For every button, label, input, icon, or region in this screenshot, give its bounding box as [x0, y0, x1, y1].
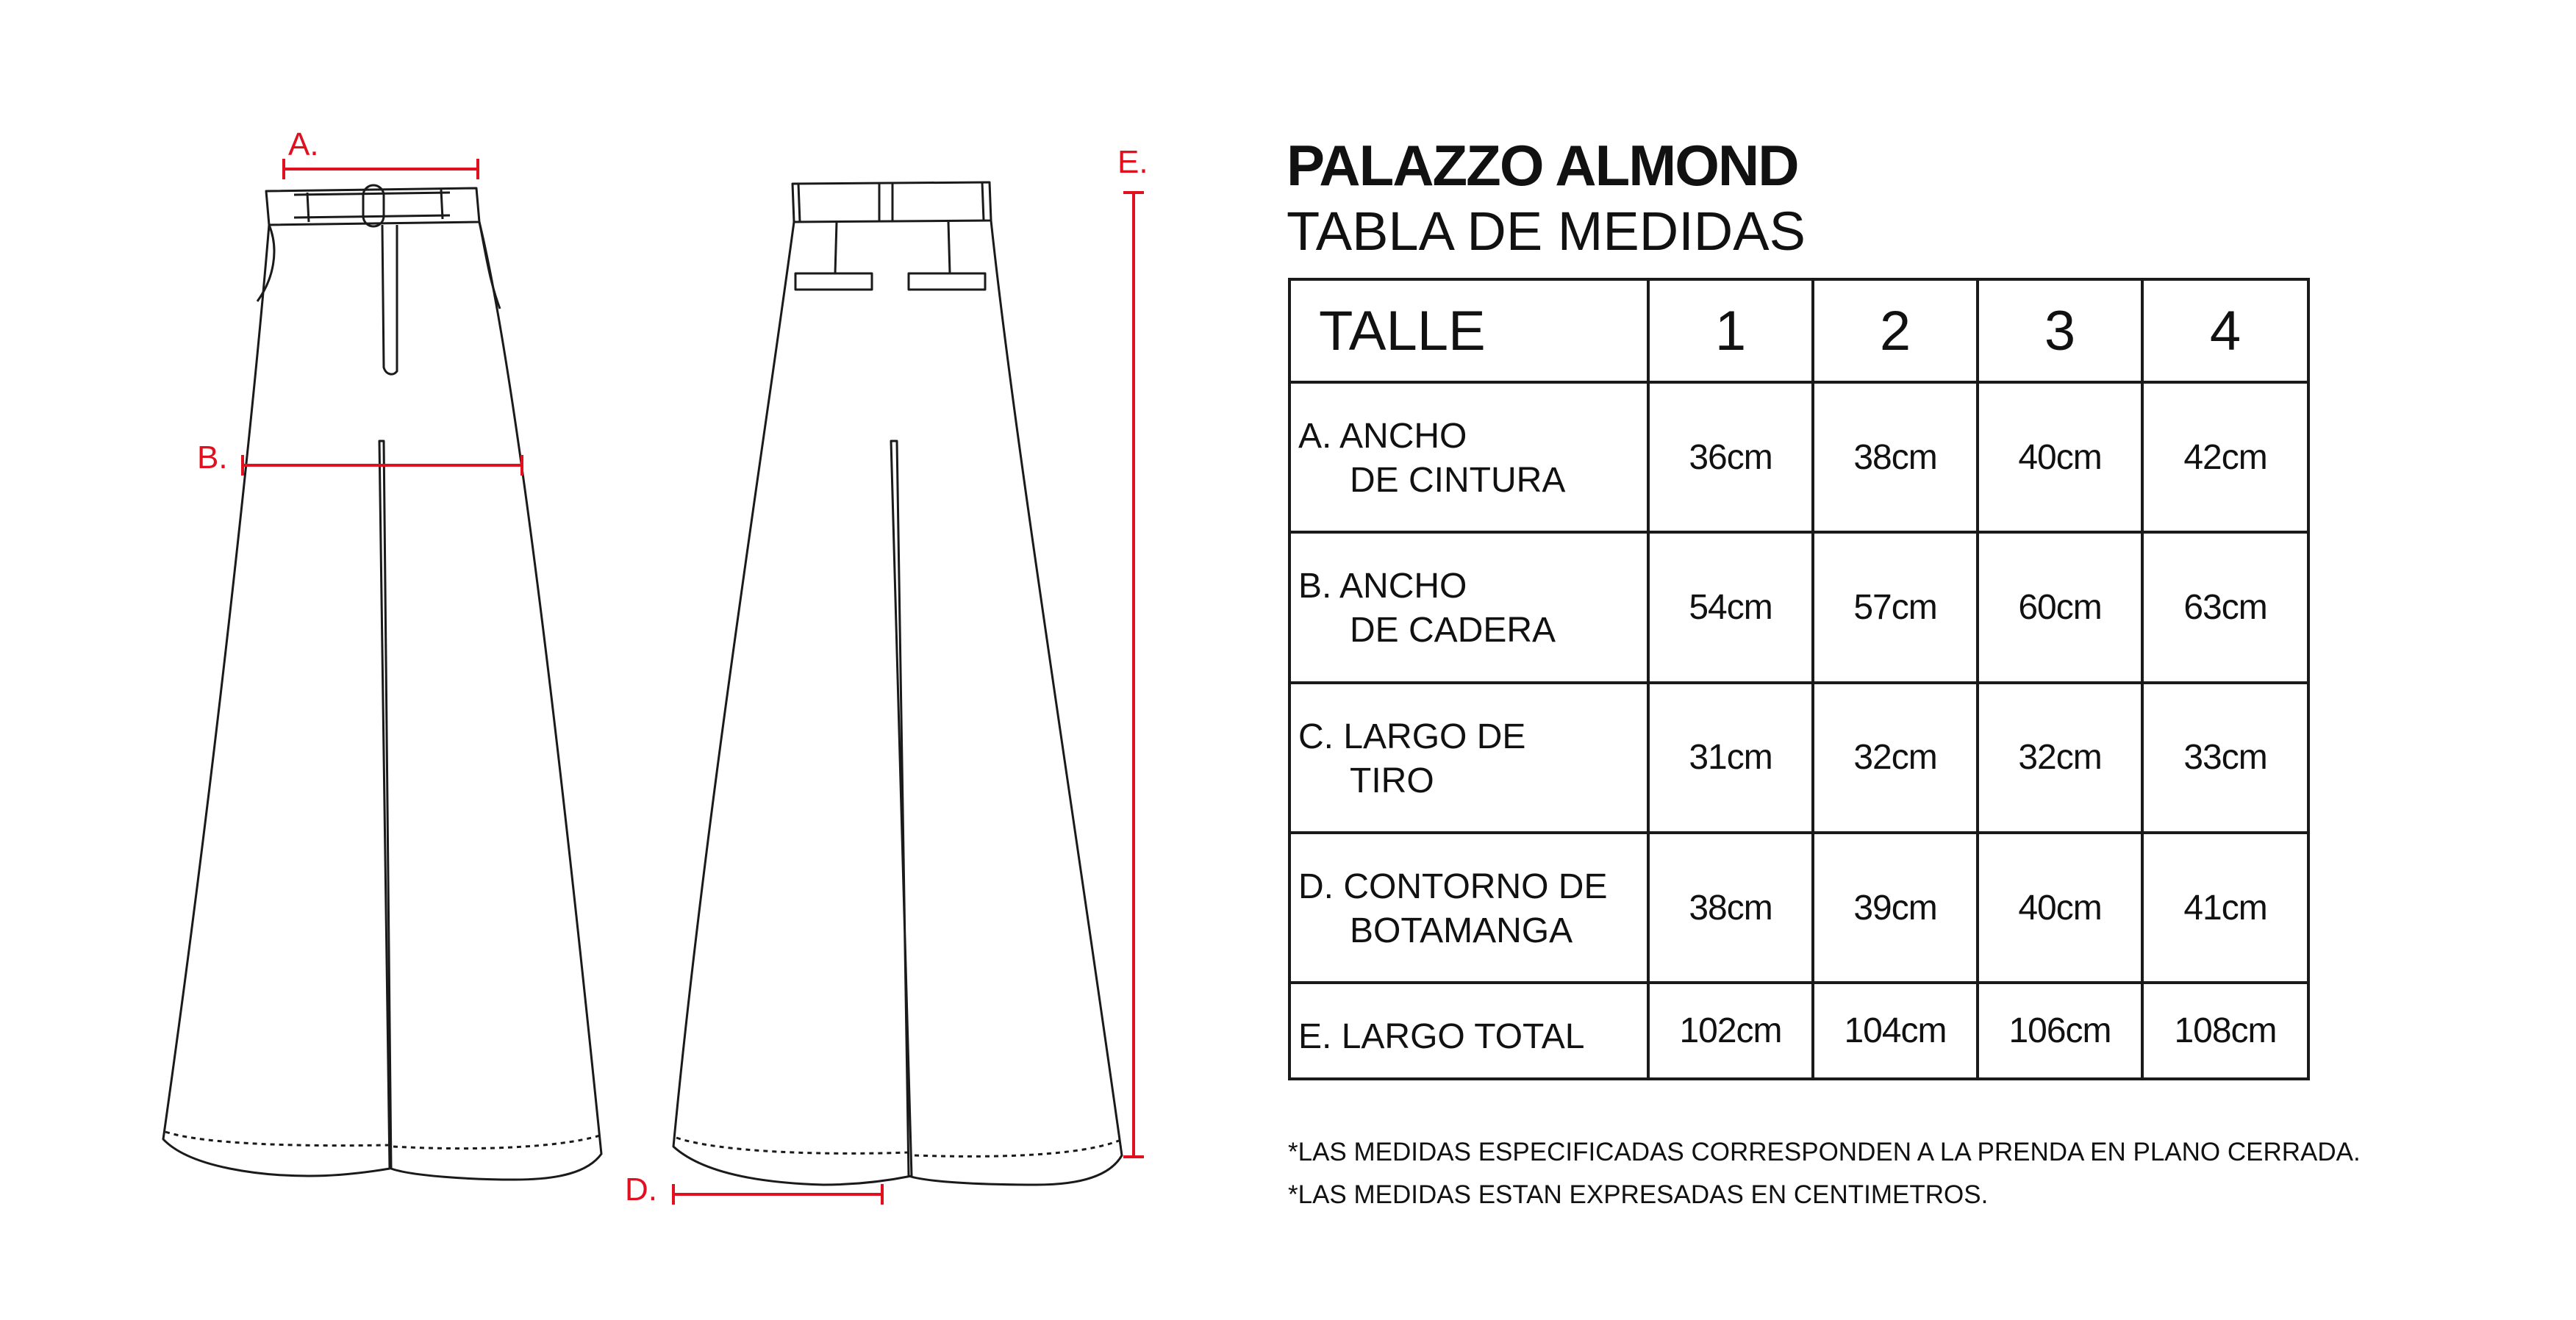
front-belt [294, 193, 450, 218]
measurement-lines [243, 159, 1144, 1205]
table-cell: 32cm [1813, 683, 1978, 833]
measure-line1: B. ANCHO [1298, 567, 1467, 606]
measure-line2: DE CINTURA [1350, 461, 1566, 500]
measure-name [1289, 683, 1648, 833]
header-size-2: 2 [1813, 279, 1978, 382]
pants-back-view [673, 182, 1122, 1185]
table-header-row [1289, 279, 2308, 382]
header-size-1: 1 [1648, 279, 1813, 382]
table-cell: 33cm [2142, 683, 2308, 833]
table-cell: 38cm [1813, 382, 1978, 532]
table-cell: 41cm [2142, 833, 2308, 983]
table-cell: 40cm [1978, 382, 2142, 532]
table-cell: 54cm [1648, 532, 1813, 682]
footnote-flat-garment: *LAS MEDIDAS ESPECIFICADAS CORRESPONDEN A LA PRENDA EN PLANO CERRADA. [1288, 1138, 2361, 1166]
measure-name [1289, 983, 1648, 1079]
table-cell: 57cm [1813, 532, 1978, 682]
measure-name [1289, 382, 1648, 532]
table-row [1289, 683, 2308, 833]
front-fly [382, 225, 397, 374]
table-cell: 63cm [2142, 532, 2308, 682]
table-row [1289, 382, 2308, 532]
table-row [1289, 983, 2308, 1079]
header-talle: TALLE [1289, 279, 1648, 382]
label-a: A. [288, 126, 319, 162]
label-d: D. [625, 1172, 657, 1208]
front-outline [163, 222, 601, 1180]
table-row [1289, 833, 2308, 983]
table-cell: 104cm [1813, 983, 1978, 1079]
belt-buckle [363, 185, 384, 226]
table-cell: 42cm [2142, 382, 2308, 532]
product-title: PALAZZO ALMOND [1287, 133, 1798, 198]
table-cell: 108cm [2142, 983, 2308, 1079]
label-b: B. [197, 440, 228, 476]
measure-name [1289, 833, 1648, 983]
back-outline [673, 220, 1122, 1185]
table-subtitle: TABLA DE MEDIDAS [1287, 201, 1806, 262]
table-cell: 40cm [1978, 833, 2142, 983]
back-pocket-left [795, 222, 872, 290]
measure-line2: BOTAMANGA [1350, 911, 1573, 951]
measure-line2: DE CADERA [1350, 611, 1556, 650]
label-e: E. [1117, 144, 1148, 180]
table-row [1289, 532, 2308, 682]
table-cell: 106cm [1978, 983, 2142, 1079]
footnote-units: *LAS MEDIDAS ESTAN EXPRESADAS EN CENTIMETROS. [1288, 1180, 1989, 1209]
measure-line1: E. LARGO TOTAL [1298, 1017, 1585, 1057]
table-cell: 31cm [1648, 683, 1813, 833]
pants-technical-drawing [0, 0, 1264, 1320]
measure-line2: TIRO [1350, 761, 1434, 800]
measure-line1: A. ANCHO [1298, 417, 1467, 456]
header-size-3: 3 [1978, 279, 2142, 382]
table-cell: 38cm [1648, 833, 1813, 983]
table-cell: 39cm [1813, 833, 1978, 983]
measure-line1: D. CONTORNO DE [1298, 867, 1608, 907]
table-cell: 102cm [1648, 983, 1813, 1079]
table-cell: 36cm [1648, 382, 1813, 532]
pants-front-view [163, 185, 601, 1180]
measure-name [1289, 532, 1648, 682]
measure-line1: C. LARGO DE [1298, 717, 1526, 756]
table-cell: 32cm [1978, 683, 2142, 833]
header-size-4: 4 [2142, 279, 2308, 382]
table-cell: 60cm [1978, 532, 2142, 682]
back-pocket-right [909, 222, 985, 290]
size-table [1288, 278, 2310, 1080]
